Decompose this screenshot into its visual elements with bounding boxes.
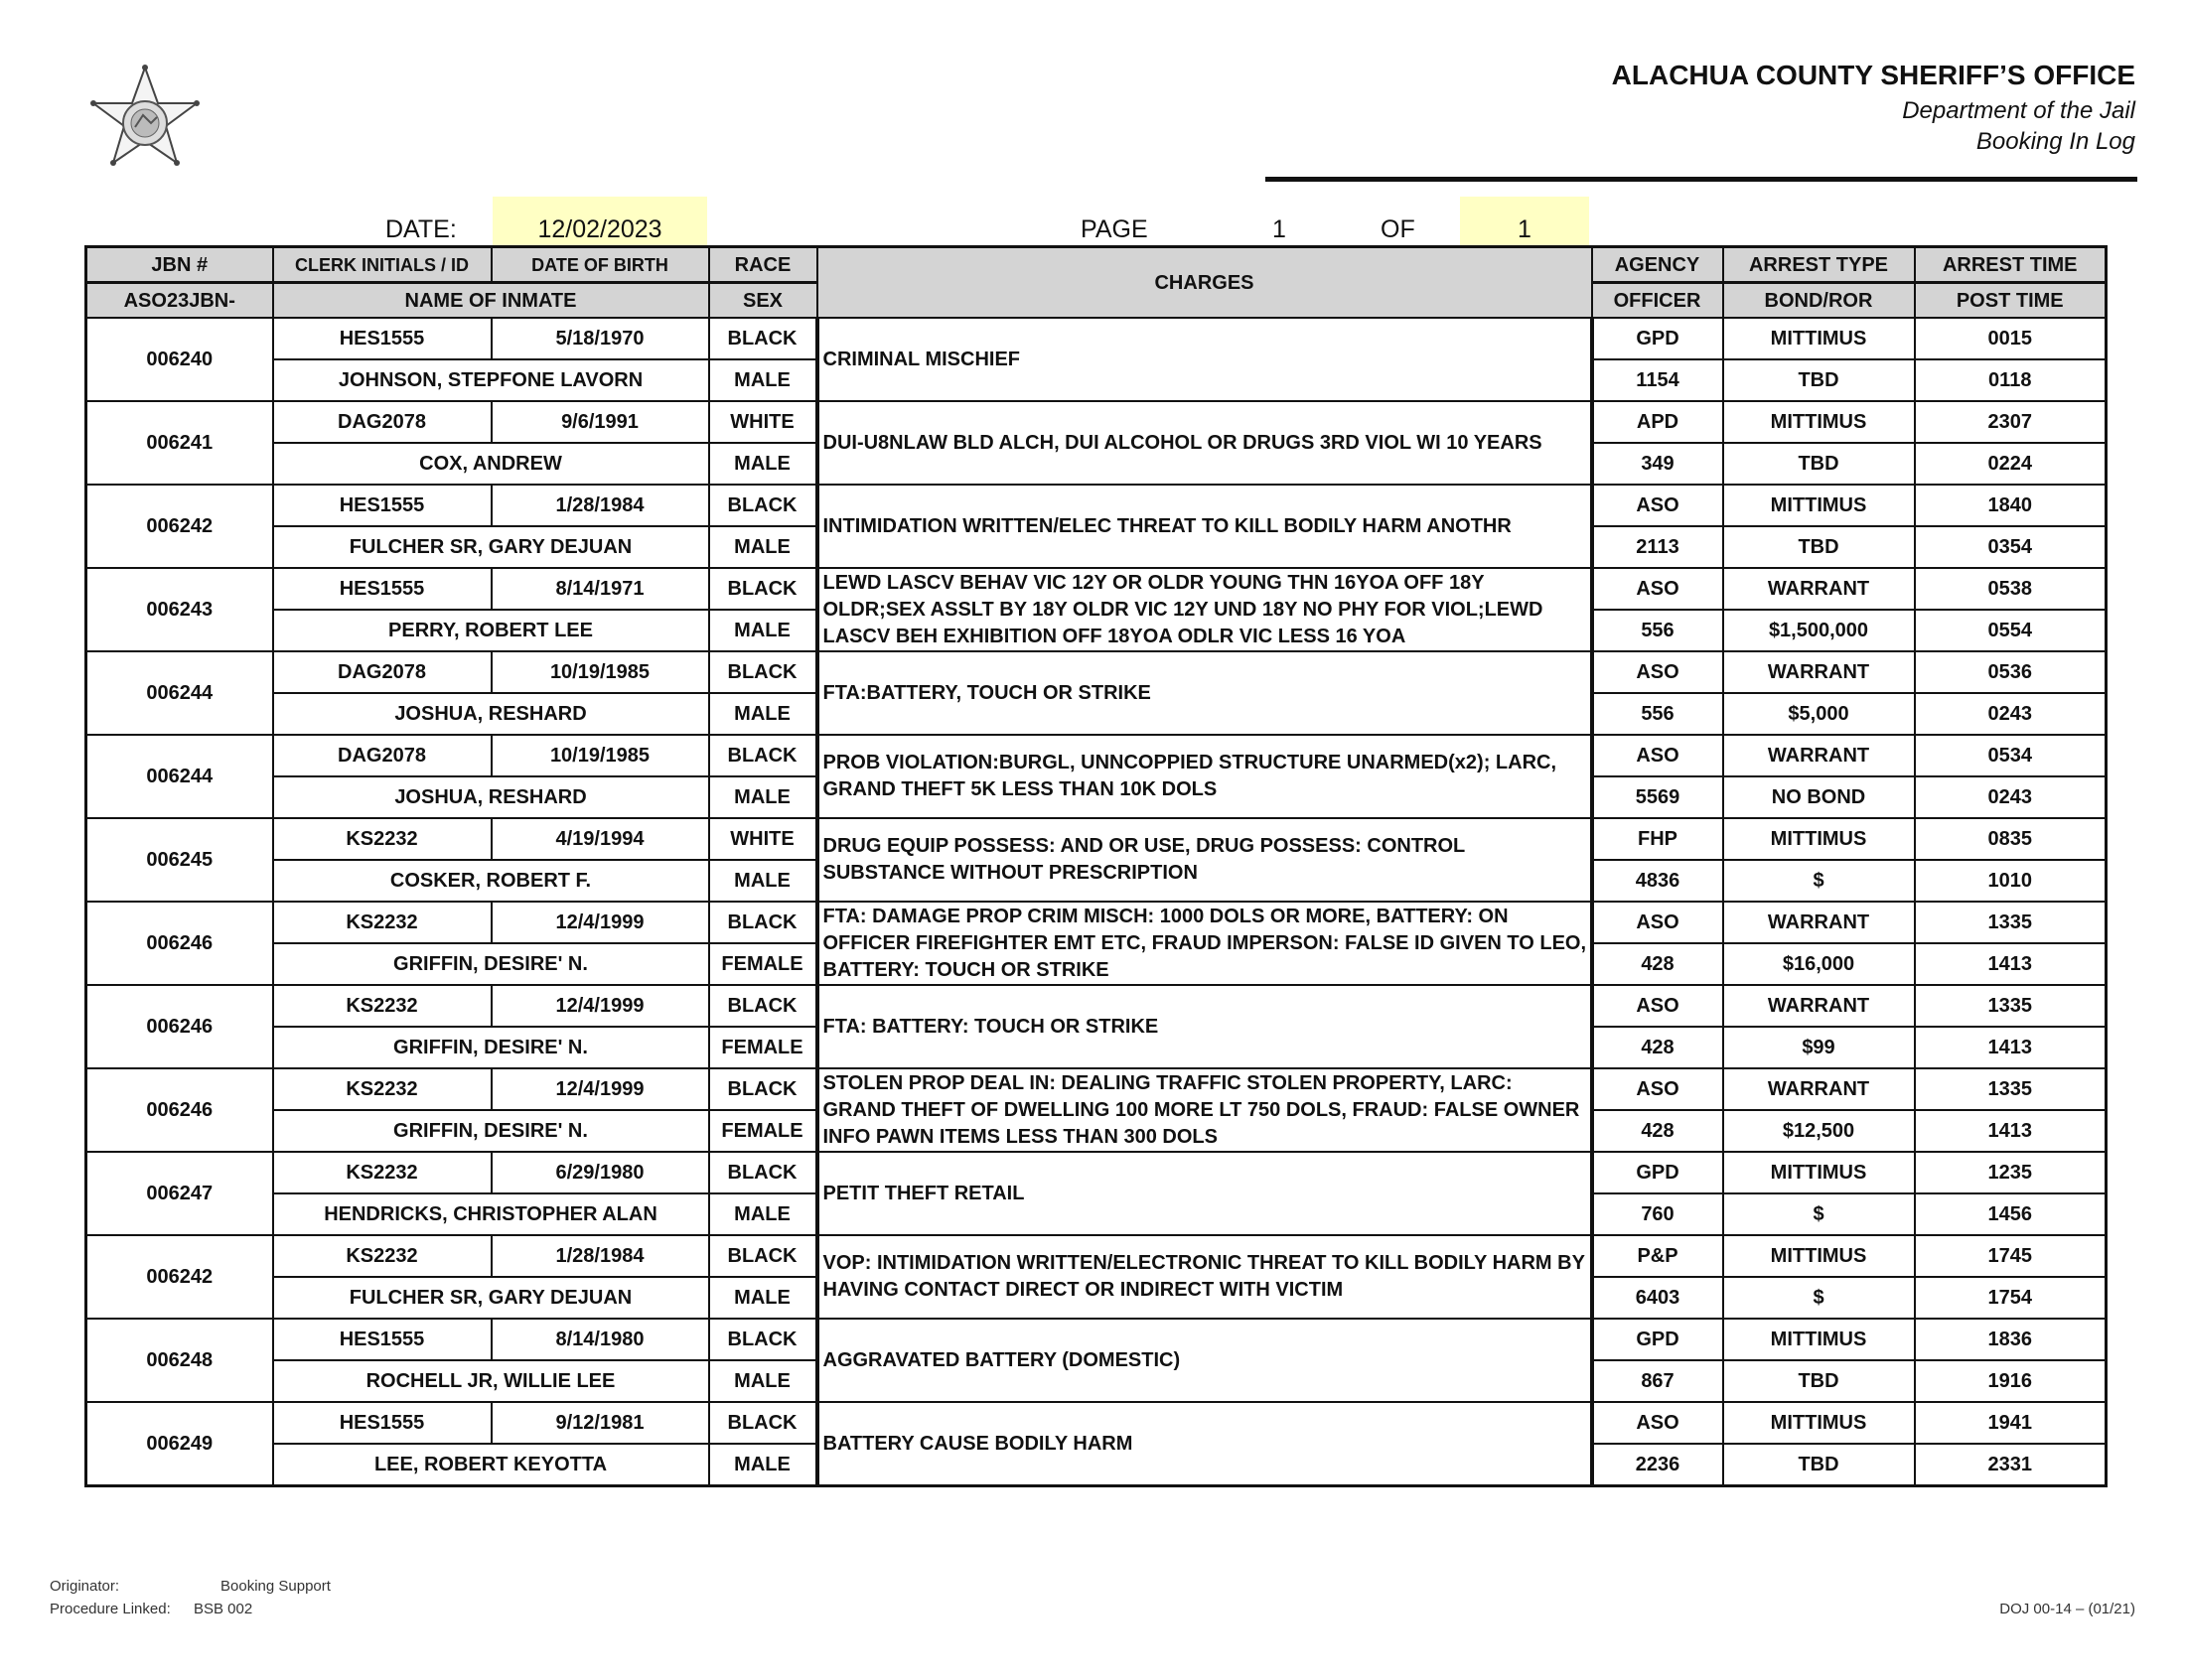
race: BLACK [709,1235,817,1277]
page-value: 1 [1272,215,1286,243]
arrest-time: 0015 [1915,318,2107,359]
booking-entry-top [86,735,2107,776]
charges: CRIMINAL MISCHIEF [817,318,1592,401]
inmate-name: COSKER, ROBERT F. [273,860,709,902]
race: BLACK [709,735,817,776]
office-title: ALACHUA COUNTY SHERIFF’S OFFICE [1611,60,2135,90]
clerk-id: DAG2078 [273,651,492,693]
date-of-birth: 1/28/1984 [492,485,709,526]
arrest-time: 1335 [1915,1068,2107,1110]
sex: MALE [709,526,817,568]
charges: INTIMIDATION WRITTEN/ELEC THREAT TO KILL BODILY HARM ANOTHR [817,485,1592,568]
race: BLACK [709,568,817,610]
charges: FTA: BATTERY: TOUCH OR STRIKE [817,985,1592,1068]
jbn-number: 006241 [86,401,273,485]
sex: MALE [709,1444,817,1486]
arrest-time: 0534 [1915,735,2107,776]
arrest-type: MITTIMUS [1723,1152,1915,1193]
originator-label: Originator: [50,1578,120,1595]
page-label: PAGE [1081,215,1148,243]
inmate-name: GRIFFIN, DESIRE' N. [273,943,709,985]
date-of-birth: 10/19/1985 [492,651,709,693]
sex: FEMALE [709,1027,817,1068]
arrest-time: 1840 [1915,485,2107,526]
booking-entry-top [86,1235,2107,1277]
jbn-number: 006245 [86,818,273,902]
clerk-id: KS2232 [273,818,492,860]
charges: FTA: DAMAGE PROP CRIM MISCH: 1000 DOLS OR MORE, BATTERY: ON OFFICER FIREFIGHTER EMT ETC, FRAUD IMPERSON: FALSE ID GIVEN TO LEO, BATTERY: TOUCH OR STRIKE [817,902,1592,985]
arrest-type: WARRANT [1723,985,1915,1027]
header-row-1 [86,247,2107,283]
col-dob: DATE OF BIRTH [492,247,709,283]
clerk-id: DAG2078 [273,401,492,443]
sex: MALE [709,1277,817,1319]
clerk-id: KS2232 [273,1235,492,1277]
arrest-time: 1836 [1915,1319,2107,1360]
date-of-birth: 12/4/1999 [492,985,709,1027]
bond: $ [1723,1193,1915,1235]
col-jbn-prefix: ASO23JBN- [86,283,273,319]
clerk-id: DAG2078 [273,735,492,776]
post-time: 1413 [1915,943,2107,985]
department-subtitle: Department of the Jail [1902,97,2135,124]
sheriff-star-logo [73,64,217,181]
clerk-id: KS2232 [273,902,492,943]
arrest-type: MITTIMUS [1723,318,1915,359]
col-arrest-type: ARREST TYPE [1723,247,1915,283]
col-bond: BOND/ROR [1723,283,1915,319]
charges: FTA:BATTERY, TOUCH OR STRIKE [817,651,1592,735]
clerk-id: HES1555 [273,568,492,610]
sex: MALE [709,610,817,651]
booking-entry-top [86,818,2107,860]
booking-entry-top [86,651,2107,693]
booking-log-table [84,245,2108,1487]
agency: APD [1592,401,1723,443]
inmate-name: COX, ANDREW [273,443,709,485]
inmate-name: FULCHER SR, GARY DEJUAN [273,526,709,568]
date-of-birth: 10/19/1985 [492,735,709,776]
arrest-type: MITTIMUS [1723,401,1915,443]
date-label: DATE: [385,215,457,243]
agency: GPD [1592,1319,1723,1360]
clerk-id: HES1555 [273,1402,492,1444]
arrest-time: 1335 [1915,985,2107,1027]
inmate-name: ROCHELL JR, WILLIE LEE [273,1360,709,1402]
jbn-number: 006240 [86,318,273,401]
sex: FEMALE [709,1110,817,1152]
race: BLACK [709,485,817,526]
arrest-type: WARRANT [1723,1068,1915,1110]
inmate-name: PERRY, ROBERT LEE [273,610,709,651]
date-of-birth: 1/28/1984 [492,1235,709,1277]
inmate-name: LEE, ROBERT KEYOTTA [273,1444,709,1486]
clerk-id: HES1555 [273,1319,492,1360]
arrest-time: 0538 [1915,568,2107,610]
charges: LEWD LASCV BEHAV VIC 12Y OR OLDR YOUNG THN 16YOA OFF 18Y OLDR;SEX ASSLT BY 18Y OLDR VIC 12Y UND 18Y NO PHY FOR VIOL;LEWD LASCV BEH EXHIBITION OFF 18YOA ODLR VIC LESS 16 YOA [817,568,1592,651]
officer: 6403 [1592,1277,1723,1319]
booking-entry-top [86,985,2107,1027]
race: BLACK [709,1402,817,1444]
bond: NO BOND [1723,776,1915,818]
col-race: RACE [709,247,817,283]
officer: 556 [1592,610,1723,651]
inmate-name: GRIFFIN, DESIRE' N. [273,1110,709,1152]
of-label: OF [1381,215,1415,243]
officer: 428 [1592,943,1723,985]
bond: $1,500,000 [1723,610,1915,651]
booking-entry-top [86,318,2107,359]
post-time: 1413 [1915,1027,2107,1068]
arrest-type: MITTIMUS [1723,485,1915,526]
jbn-number: 006247 [86,1152,273,1235]
post-time: 0118 [1915,359,2107,401]
clerk-id: HES1555 [273,485,492,526]
bond: $12,500 [1723,1110,1915,1152]
sex: MALE [709,1360,817,1402]
col-arrest-time: ARREST TIME [1915,247,2107,283]
date-of-birth: 9/6/1991 [492,401,709,443]
post-time: 0224 [1915,443,2107,485]
procedure-label: Procedure Linked: [50,1601,171,1617]
col-agency: AGENCY [1592,247,1723,283]
arrest-time: 1235 [1915,1152,2107,1193]
race: WHITE [709,401,817,443]
arrest-time: 1941 [1915,1402,2107,1444]
inmate-name: JOSHUA, RESHARD [273,776,709,818]
clerk-id: KS2232 [273,985,492,1027]
officer: 349 [1592,443,1723,485]
post-time: 0554 [1915,610,2107,651]
officer: 5569 [1592,776,1723,818]
date-of-birth: 9/12/1981 [492,1402,709,1444]
log-subtitle: Booking In Log [1975,128,2135,155]
bond: TBD [1723,1444,1915,1486]
bond: TBD [1723,1360,1915,1402]
clerk-id: HES1555 [273,318,492,359]
col-charges: CHARGES [817,247,1592,319]
jbn-number: 006248 [86,1319,273,1402]
arrest-type: MITTIMUS [1723,1235,1915,1277]
sex: MALE [709,359,817,401]
officer: 867 [1592,1360,1723,1402]
post-time: 0243 [1915,776,2107,818]
header-divider [1265,177,2137,182]
arrest-time: 1335 [1915,902,2107,943]
agency: P&P [1592,1235,1723,1277]
booking-entry-top [86,1319,2107,1360]
booking-entry-top [86,401,2107,443]
sex: MALE [709,693,817,735]
col-clerk: CLERK INITIALS / ID [273,247,492,283]
post-time: 0354 [1915,526,2107,568]
jbn-number: 006246 [86,902,273,985]
charges: DRUG EQUIP POSSESS: AND OR USE, DRUG POSSESS: CONTROL SUBSTANCE WITHOUT PRESCRIPTION [817,818,1592,902]
post-time: 1010 [1915,860,2107,902]
post-time: 2331 [1915,1444,2107,1486]
jbn-number: 006244 [86,651,273,735]
col-officer: OFFICER [1592,283,1723,319]
originator-value: Booking Support [220,1578,331,1595]
race: BLACK [709,1152,817,1193]
officer: 2113 [1592,526,1723,568]
bond: TBD [1723,443,1915,485]
charges: DUI-U8NLAW BLD ALCH, DUI ALCOHOL OR DRUGS 3RD VIOL WI 10 YEARS [817,401,1592,485]
post-time: 1754 [1915,1277,2107,1319]
officer: 4836 [1592,860,1723,902]
jbn-number: 006244 [86,735,273,818]
bond: $5,000 [1723,693,1915,735]
jbn-number: 006246 [86,1068,273,1152]
procedure-value: BSB 002 [194,1601,253,1617]
booking-entries [86,318,2107,1486]
inmate-name: JOHNSON, STEPFONE LAVORN [273,359,709,401]
charges: PROB VIOLATION:BURGL, UNNCOPPIED STRUCTURE UNARMED(x2); LARC, GRAND THEFT 5K LESS THAN 10K DOLS [817,735,1592,818]
race: BLACK [709,985,817,1027]
arrest-type: WARRANT [1723,568,1915,610]
race: BLACK [709,1319,817,1360]
clerk-id: KS2232 [273,1152,492,1193]
sex: MALE [709,860,817,902]
booking-entry-top [86,1402,2107,1444]
post-time: 1456 [1915,1193,2107,1235]
race: WHITE [709,818,817,860]
arrest-type: MITTIMUS [1723,1319,1915,1360]
jbn-number: 006242 [86,1235,273,1319]
charges: VOP: INTIMIDATION WRITTEN/ELECTRONIC THREAT TO KILL BODILY HARM BY HAVING CONTACT DIRECT OR INDIRECT WITH VICTIM [817,1235,1592,1319]
arrest-type: MITTIMUS [1723,1402,1915,1444]
sex: FEMALE [709,943,817,985]
arrest-time: 2307 [1915,401,2107,443]
agency: ASO [1592,651,1723,693]
post-time: 1916 [1915,1360,2107,1402]
arrest-type: WARRANT [1723,735,1915,776]
date-of-birth: 8/14/1971 [492,568,709,610]
bond: TBD [1723,359,1915,401]
bond: TBD [1723,526,1915,568]
agency: GPD [1592,318,1723,359]
jbn-number: 006249 [86,1402,273,1486]
col-name: NAME OF INMATE [273,283,709,319]
officer: 760 [1592,1193,1723,1235]
charges: STOLEN PROP DEAL IN: DEALING TRAFFIC STOLEN PROPERTY, LARC: GRAND THEFT OF DWELLING 100 MORE LT 750 DOLS, FRAUD: FALSE OWNER INFO PAWN ITEMS LESS THAN 300 DOLS [817,1068,1592,1152]
date-of-birth: 5/18/1970 [492,318,709,359]
post-time: 1413 [1915,1110,2107,1152]
officer: 556 [1592,693,1723,735]
date-of-birth: 8/14/1980 [492,1319,709,1360]
agency: ASO [1592,735,1723,776]
post-time: 0243 [1915,693,2107,735]
arrest-type: MITTIMUS [1723,818,1915,860]
agency: ASO [1592,485,1723,526]
col-post-time: POST TIME [1915,283,2107,319]
booking-entry-top [86,568,2107,610]
col-sex: SEX [709,283,817,319]
bond: $16,000 [1723,943,1915,985]
jbn-number: 006242 [86,485,273,568]
form-code: DOJ 00-14 – (01/21) [1999,1601,2135,1617]
inmate-name: HENDRICKS, CHRISTOPHER ALAN [273,1193,709,1235]
bond: $ [1723,1277,1915,1319]
date-of-birth: 12/4/1999 [492,902,709,943]
bond: $ [1723,860,1915,902]
jbn-number: 006246 [86,985,273,1068]
of-value: 1 [1460,197,1589,246]
agency: ASO [1592,568,1723,610]
date-of-birth: 6/29/1980 [492,1152,709,1193]
charges: AGGRAVATED BATTERY (DOMESTIC) [817,1319,1592,1402]
arrest-time: 0835 [1915,818,2107,860]
inmate-name: GRIFFIN, DESIRE' N. [273,1027,709,1068]
agency: ASO [1592,985,1723,1027]
date-of-birth: 4/19/1994 [492,818,709,860]
charges: BATTERY CAUSE BODILY HARM [817,1402,1592,1486]
officer: 1154 [1592,359,1723,401]
officer: 428 [1592,1027,1723,1068]
sex: MALE [709,776,817,818]
agency: FHP [1592,818,1723,860]
race: BLACK [709,318,817,359]
arrest-type: WARRANT [1723,902,1915,943]
sex: MALE [709,443,817,485]
bond: $99 [1723,1027,1915,1068]
booking-entry-top [86,1152,2107,1193]
arrest-time: 0536 [1915,651,2107,693]
booking-entry-top [86,1068,2107,1110]
agency: ASO [1592,1402,1723,1444]
officer: 428 [1592,1110,1723,1152]
date-value: 12/02/2023 [493,197,707,246]
arrest-type: WARRANT [1723,651,1915,693]
booking-entry-top [86,902,2107,943]
sex: MALE [709,1193,817,1235]
clerk-id: KS2232 [273,1068,492,1110]
charges: PETIT THEFT RETAIL [817,1152,1592,1235]
agency: ASO [1592,902,1723,943]
arrest-time: 1745 [1915,1235,2107,1277]
booking-entry-top [86,485,2107,526]
jbn-number: 006243 [86,568,273,651]
inmate-name: FULCHER SR, GARY DEJUAN [273,1277,709,1319]
inmate-name: JOSHUA, RESHARD [273,693,709,735]
race: BLACK [709,1068,817,1110]
col-jbn: JBN # [86,247,273,283]
race: BLACK [709,902,817,943]
agency: ASO [1592,1068,1723,1110]
officer: 2236 [1592,1444,1723,1486]
agency: GPD [1592,1152,1723,1193]
race: BLACK [709,651,817,693]
date-of-birth: 12/4/1999 [492,1068,709,1110]
